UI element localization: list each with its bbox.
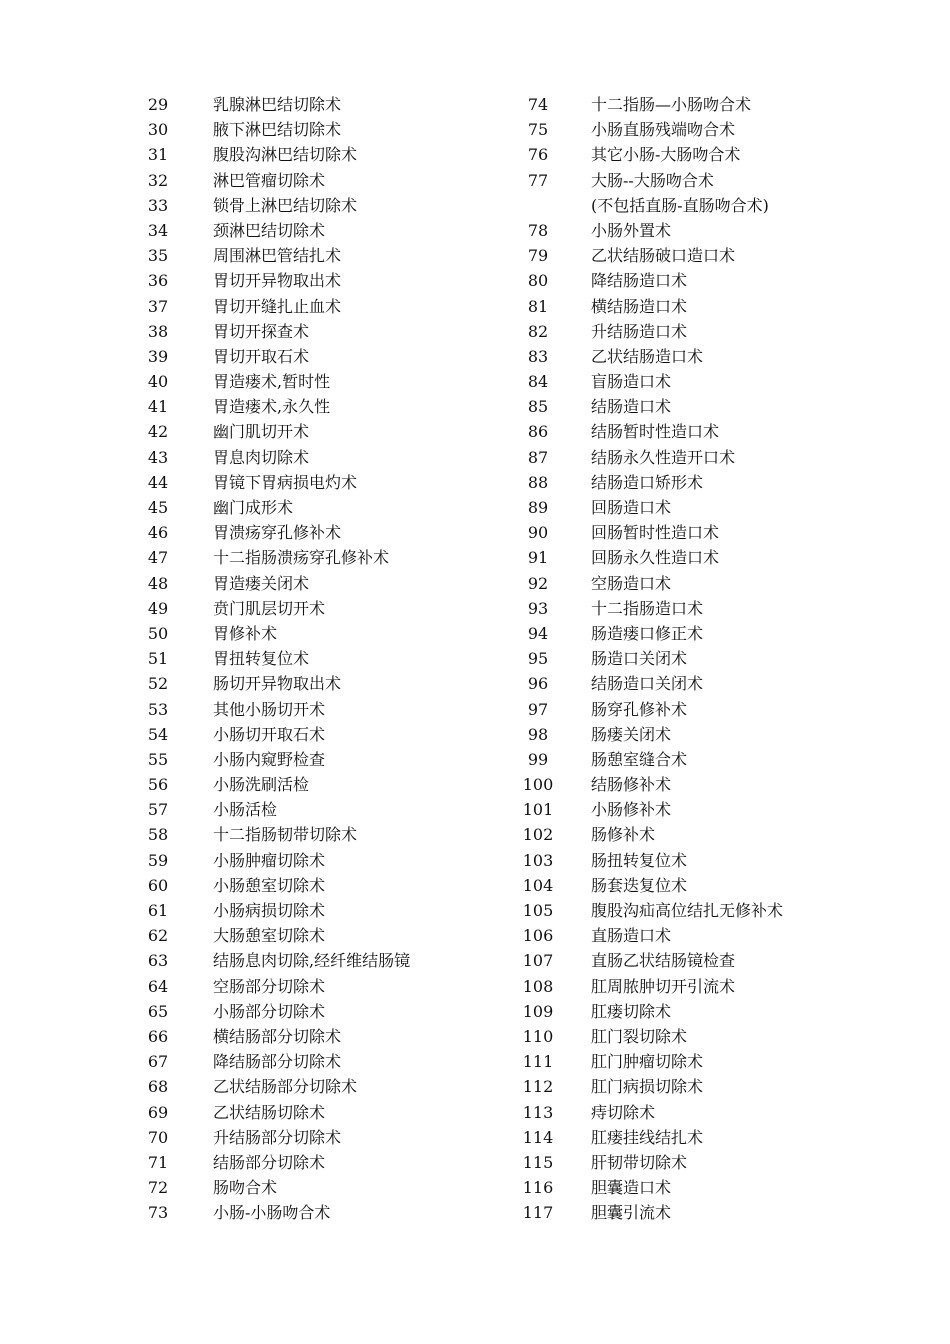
procedure-name: 胃息肉切除术 — [213, 447, 310, 467]
procedure-list-left-column — [138, 92, 478, 1225]
procedure-name: 胃造瘘术,永久性 — [213, 397, 331, 417]
list-item — [518, 646, 848, 671]
list-item — [138, 747, 478, 772]
procedure-name: 肛周脓肿切开引流术 — [591, 976, 736, 996]
procedure-name: 小肠肿瘤切除术 — [213, 850, 326, 870]
list-item — [518, 974, 848, 999]
list-item — [518, 268, 848, 293]
list-item — [518, 369, 848, 394]
procedure-name: 痔切除术 — [591, 1102, 656, 1122]
procedure-name: 空肠部分切除术 — [213, 976, 326, 996]
procedure-name: 颈淋巴结切除术 — [213, 220, 326, 240]
procedure-name: 腹股沟淋巴结切除术 — [213, 145, 358, 165]
item-number: 111 — [522, 1052, 554, 1072]
item-number: 102 — [522, 825, 554, 845]
list-item — [518, 445, 848, 470]
item-number: 106 — [522, 926, 554, 946]
item-number: 103 — [522, 850, 554, 870]
list-item — [138, 117, 478, 142]
item-number: 83 — [527, 346, 549, 366]
procedure-name: 锁骨上淋巴结切除术 — [213, 195, 358, 215]
procedure-name: 腋下淋巴结切除术 — [213, 120, 342, 140]
list-item — [138, 1200, 478, 1225]
procedure-name: 小肠内窥野检查 — [213, 749, 326, 769]
list-item — [518, 772, 848, 797]
item-number: 35 — [147, 246, 169, 266]
list-item — [138, 1049, 478, 1074]
item-number: 58 — [147, 825, 169, 845]
item-number: 30 — [147, 120, 169, 140]
procedure-name: 肠扭转复位术 — [591, 850, 688, 870]
procedure-name: 胃切开缝扎止血术 — [213, 296, 342, 316]
item-number: 39 — [147, 346, 169, 366]
list-item — [138, 92, 478, 117]
list-item — [138, 596, 478, 621]
list-item — [138, 822, 478, 847]
list-item — [138, 294, 478, 319]
procedure-name: 幽门成形术 — [213, 498, 294, 517]
item-number: 104 — [522, 875, 554, 895]
item-number: 93 — [527, 598, 549, 618]
item-number: 109 — [522, 1001, 554, 1021]
list-item — [518, 722, 848, 747]
procedure-name: 肠憩室缝合术 — [591, 749, 688, 769]
procedure-name: 结肠息肉切除,经纤维结肠镜 — [213, 951, 411, 971]
item-number: 52 — [147, 674, 169, 694]
list-item — [518, 697, 848, 722]
list-item — [138, 1100, 478, 1125]
item-number: 73 — [147, 1203, 169, 1223]
item-number: 37 — [147, 296, 169, 316]
procedure-name: 胃镜下胃病损电灼术 — [213, 472, 358, 492]
procedure-name: 小肠切开取石术 — [213, 724, 326, 744]
list-item — [138, 243, 478, 268]
procedure-name: 盲肠造口术 — [591, 372, 672, 392]
list-item — [138, 1024, 478, 1049]
item-number: 51 — [147, 649, 169, 669]
item-number: 49 — [147, 598, 169, 618]
item-number: 44 — [147, 472, 169, 492]
list-item — [138, 520, 478, 545]
item-number: 97 — [527, 699, 549, 719]
item-number: 101 — [522, 800, 554, 820]
procedure-name: 空肠造口术 — [591, 573, 672, 593]
procedure-name: 肠吻合术 — [213, 1178, 278, 1198]
procedure-name: 肠切开异物取出术 — [213, 674, 342, 694]
procedure-name: 小肠憩室切除术 — [213, 875, 326, 895]
procedure-name: 肠造瘘口修正术 — [591, 623, 704, 643]
procedure-name: 肠套迭复位术 — [591, 875, 688, 895]
procedure-name: 降结肠部分切除术 — [213, 1052, 342, 1072]
list-item — [518, 344, 848, 369]
item-number: 77 — [527, 170, 549, 190]
procedure-name: 小肠-小肠吻合术 — [213, 1203, 331, 1223]
list-item — [138, 142, 478, 167]
item-number: 90 — [527, 523, 549, 543]
item-number: 59 — [147, 850, 169, 870]
list-item — [518, 1074, 848, 1099]
procedure-name: 十二指肠韧带切除术 — [213, 825, 358, 845]
procedure-name: 胃切开取石术 — [213, 346, 310, 366]
list-item — [138, 168, 478, 193]
list-item — [138, 419, 478, 444]
list-item — [138, 1150, 478, 1175]
item-number: 64 — [147, 976, 169, 996]
procedure-name: 胆囊造口术 — [591, 1178, 672, 1198]
list-item — [518, 243, 848, 268]
list-item — [518, 218, 848, 243]
procedure-name: 胃切开探查术 — [213, 321, 310, 341]
item-number: 117 — [522, 1203, 554, 1223]
procedure-name: 周围淋巴管结扎术 — [213, 246, 342, 266]
procedure-name: 结肠造口术 — [591, 397, 672, 417]
list-item — [138, 218, 478, 243]
procedure-name: 小肠洗刷活检 — [213, 775, 310, 795]
item-number: 31 — [147, 145, 169, 165]
list-item — [518, 848, 848, 873]
list-item — [518, 294, 848, 319]
list-item — [138, 571, 478, 596]
list-item — [518, 193, 848, 218]
item-number: 45 — [147, 498, 169, 517]
item-number: 34 — [147, 220, 169, 240]
procedure-name: 结肠造口关闭术 — [591, 674, 704, 694]
list-item — [518, 168, 848, 193]
procedure-name: 直肠造口术 — [591, 926, 672, 946]
procedure-name: 肠造口关闭术 — [591, 649, 688, 669]
item-number: 76 — [527, 145, 549, 165]
procedure-name: 肠穿孔修补术 — [591, 699, 688, 719]
item-number: 69 — [147, 1102, 169, 1122]
procedure-name: 小肠病损切除术 — [213, 901, 326, 920]
list-item — [138, 671, 478, 696]
item-number: 62 — [147, 926, 169, 946]
procedure-name: 横结肠造口术 — [591, 296, 688, 316]
list-item — [138, 495, 478, 520]
item-number: 50 — [147, 623, 169, 643]
list-item — [138, 545, 478, 570]
list-item — [138, 1125, 478, 1150]
item-number: 92 — [527, 573, 549, 593]
list-item — [518, 394, 848, 419]
list-item — [518, 1024, 848, 1049]
list-item — [518, 1175, 848, 1200]
list-item — [138, 722, 478, 747]
procedure-name: (不包括直肠-直肠吻合术) — [591, 195, 769, 215]
item-number: 48 — [147, 573, 169, 593]
procedure-name: 肝韧带切除术 — [591, 1152, 688, 1172]
item-number: 87 — [527, 447, 549, 467]
item-number: 33 — [147, 195, 169, 215]
procedure-name: 乙状结肠造口术 — [591, 346, 704, 366]
procedure-name: 结肠暂时性造口术 — [591, 422, 720, 442]
item-number: 114 — [522, 1127, 554, 1147]
procedure-name: 肠修补术 — [591, 825, 656, 845]
item-number: 63 — [147, 951, 169, 971]
procedure-name: 结肠修补术 — [591, 775, 672, 795]
item-number: 91 — [527, 548, 549, 568]
item-number: 46 — [147, 523, 169, 543]
item-number: 84 — [527, 372, 549, 392]
procedure-name: 升结肠部分切除术 — [213, 1127, 342, 1147]
list-item — [518, 117, 848, 142]
procedure-name: 乙状结肠切除术 — [213, 1102, 326, 1122]
procedure-name: 小肠外置术 — [591, 220, 672, 240]
list-item — [518, 545, 848, 570]
item-number: 110 — [522, 1026, 554, 1046]
procedure-name: 肛门病损切除术 — [591, 1077, 704, 1097]
list-item — [518, 419, 848, 444]
list-item — [138, 797, 478, 822]
item-number: 98 — [527, 724, 549, 744]
list-item — [138, 268, 478, 293]
item-number: 65 — [147, 1001, 169, 1021]
procedure-name: 小肠修补术 — [591, 800, 672, 820]
item-number: 88 — [527, 472, 549, 492]
procedure-name: 升结肠造口术 — [591, 321, 688, 341]
procedure-name: 回肠永久性造口术 — [591, 548, 720, 568]
list-item — [518, 1200, 848, 1225]
item-number: 74 — [527, 95, 549, 114]
item-number: 112 — [522, 1077, 554, 1097]
procedure-name: 胃造瘘关闭术 — [213, 573, 310, 593]
item-number: 79 — [527, 246, 549, 266]
item-number: 115 — [522, 1152, 554, 1172]
list-item — [138, 369, 478, 394]
procedure-name: 十二指肠溃疡穿孔修补术 — [213, 548, 390, 568]
list-item — [518, 671, 848, 696]
procedure-name: 乙状结肠部分切除术 — [213, 1077, 358, 1097]
list-item — [138, 1074, 478, 1099]
procedure-name: 肛瘘切除术 — [591, 1001, 672, 1021]
item-number: 57 — [147, 800, 169, 820]
procedure-name: 小肠直肠残端吻合术 — [591, 120, 736, 140]
item-number: 38 — [147, 321, 169, 341]
list-item — [518, 1049, 848, 1074]
item-number: 108 — [522, 976, 554, 996]
item-number: 80 — [527, 271, 549, 291]
list-item — [518, 999, 848, 1024]
list-item — [518, 822, 848, 847]
procedure-name: 降结肠造口术 — [591, 271, 688, 291]
procedure-name: 胃修补术 — [213, 623, 278, 643]
list-item — [138, 873, 478, 898]
list-item — [518, 571, 848, 596]
list-item — [518, 923, 848, 948]
item-number: 71 — [147, 1152, 169, 1172]
item-number: 100 — [522, 775, 554, 795]
list-item — [518, 92, 848, 117]
item-number: 40 — [147, 372, 169, 392]
item-number: 56 — [147, 775, 169, 795]
procedure-name: 乳腺淋巴结切除术 — [213, 95, 342, 114]
list-item — [518, 621, 848, 646]
item-number: 81 — [527, 296, 549, 316]
item-number: 67 — [147, 1052, 169, 1072]
procedure-name: 大肠--大肠吻合术 — [591, 170, 714, 190]
list-item — [138, 898, 478, 923]
list-item — [518, 898, 848, 923]
item-number: 41 — [147, 397, 169, 417]
list-item — [518, 596, 848, 621]
list-item — [138, 646, 478, 671]
item-number: 29 — [147, 95, 169, 114]
procedure-name: 回肠造口术 — [591, 498, 672, 517]
list-item — [138, 923, 478, 948]
procedure-name: 结肠造口矫形术 — [591, 472, 704, 492]
item-number: 43 — [147, 447, 169, 467]
item-number: 70 — [147, 1127, 169, 1147]
procedure-name: 贲门肌层切开术 — [213, 598, 326, 618]
list-item — [138, 193, 478, 218]
item-number: 96 — [527, 674, 549, 694]
procedure-name: 小肠活检 — [213, 800, 278, 820]
procedure-name: 十二指肠造口术 — [591, 598, 704, 618]
list-item — [138, 948, 478, 973]
item-number: 75 — [527, 120, 549, 140]
item-number: 60 — [147, 875, 169, 895]
procedure-name: 肠瘘关闭术 — [591, 724, 672, 744]
list-item — [138, 394, 478, 419]
list-item — [518, 1125, 848, 1150]
item-number: 107 — [522, 951, 554, 971]
list-item — [138, 848, 478, 873]
list-item — [138, 772, 478, 797]
procedure-name: 肛瘘挂线结扎术 — [591, 1127, 704, 1147]
procedure-name: 乙状结肠破口造口术 — [591, 246, 736, 266]
procedure-name: 小肠部分切除术 — [213, 1001, 326, 1021]
list-item — [518, 873, 848, 898]
list-item — [138, 974, 478, 999]
procedure-name: 直肠乙状结肠镜检查 — [591, 951, 736, 971]
procedure-name: 其它小肠-大肠吻合术 — [591, 145, 741, 165]
list-item — [518, 1100, 848, 1125]
item-number: 82 — [527, 321, 549, 341]
list-item — [518, 495, 848, 520]
list-item — [518, 1150, 848, 1175]
item-number: 113 — [522, 1102, 554, 1122]
procedure-name: 胃切开异物取出术 — [213, 271, 342, 291]
list-item — [518, 948, 848, 973]
item-number: 32 — [147, 170, 169, 190]
procedure-name: 大肠憩室切除术 — [213, 926, 326, 946]
procedure-name: 横结肠部分切除术 — [213, 1026, 342, 1046]
procedure-name: 幽门肌切开术 — [213, 422, 310, 442]
procedure-name: 十二指肠—小肠吻合术 — [591, 95, 752, 114]
list-item — [138, 445, 478, 470]
list-item — [138, 1175, 478, 1200]
item-number: 55 — [147, 749, 169, 769]
item-number: 99 — [527, 749, 549, 769]
procedure-name: 胃溃疡穿孔修补术 — [213, 523, 342, 543]
item-number: 68 — [147, 1077, 169, 1097]
procedure-name: 胆囊引流术 — [591, 1203, 672, 1223]
list-item — [518, 747, 848, 772]
item-number: 66 — [147, 1026, 169, 1046]
list-item — [518, 142, 848, 167]
procedure-list-right-column — [518, 92, 848, 1225]
item-number: 116 — [522, 1178, 554, 1198]
procedure-name: 胃造瘘术,暂时性 — [213, 372, 331, 392]
item-number: 54 — [147, 724, 169, 744]
item-number: 72 — [147, 1178, 169, 1198]
procedure-name: 肛门裂切除术 — [591, 1026, 688, 1046]
list-item — [518, 520, 848, 545]
item-number: 47 — [147, 548, 169, 568]
procedure-name: 其他小肠切开术 — [213, 699, 326, 719]
list-item — [518, 797, 848, 822]
list-item — [138, 999, 478, 1024]
procedure-name: 胃扭转复位术 — [213, 649, 310, 669]
procedure-name: 肛门肿瘤切除术 — [591, 1052, 704, 1072]
item-number: 42 — [147, 422, 169, 442]
list-item — [138, 344, 478, 369]
list-item — [518, 470, 848, 495]
item-number: 53 — [147, 699, 169, 719]
list-item — [138, 319, 478, 344]
list-item — [138, 697, 478, 722]
item-number: 89 — [527, 498, 549, 517]
procedure-name: 回肠暂时性造口术 — [591, 523, 720, 543]
procedure-name: 结肠永久性造开口术 — [591, 447, 736, 467]
list-item — [518, 319, 848, 344]
procedure-name: 淋巴管瘤切除术 — [213, 170, 326, 190]
procedure-name: 腹股沟疝高位结扎无修补术 — [591, 901, 784, 920]
list-item — [138, 470, 478, 495]
list-item — [138, 621, 478, 646]
item-number: 61 — [147, 901, 169, 920]
item-number: 105 — [522, 901, 554, 920]
item-number: 95 — [527, 649, 549, 669]
item-number: 78 — [527, 220, 549, 240]
item-number: 94 — [527, 623, 549, 643]
item-number: 85 — [527, 397, 549, 417]
item-number: 86 — [527, 422, 549, 442]
procedure-name: 结肠部分切除术 — [213, 1152, 326, 1172]
item-number: 36 — [147, 271, 169, 291]
